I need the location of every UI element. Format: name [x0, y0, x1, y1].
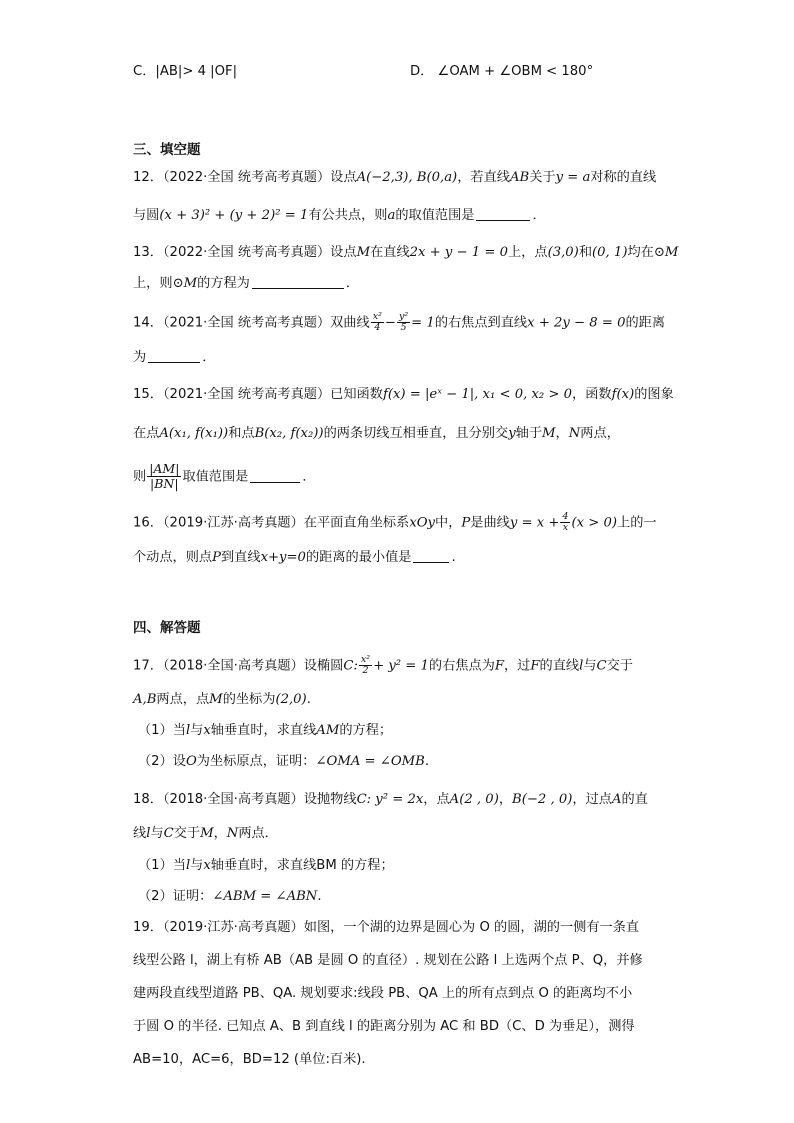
- q19-line4: 于圆 O 的半径. 已知点 A、B 到直线 l 的距离分别为 AC 和 BD（C、D 为垂足），测得: [133, 1019, 635, 1034]
- q15-answer-blank: [250, 468, 300, 483]
- q16-line1: 16．（2019·江苏·高考真题）在平面直角坐标系xOy中，P是曲线y = x + $\frac{4}{x}$ (x > 0)上的一: [133, 511, 657, 533]
- q19-line2: 线型公路 l，湖上有桥 AB（AB 是圆 O 的直径）. 规划在公路 l 上选两个点 P、Q，并修: [133, 953, 643, 968]
- q17-line2: A,B两点，点M的坐标为(2,0).: [133, 692, 311, 707]
- q15-line2: 在点A(x₁, f(x₁))和点B(x₂, f(x₂))的两条切线互相垂直，且分别交y轴于M，N两点，: [133, 426, 620, 441]
- q16-answer-blank: [413, 548, 449, 563]
- q13-answer-blank: [252, 274, 344, 289]
- q13-line1: 13．（2022·全国 统考高考真题）设点M在直线2x + y − 1 = 0上，点(3,0)和(0, 1)均在⊙M: [133, 245, 679, 260]
- q12-answer-blank: [476, 206, 530, 221]
- q18-part1: （1）当l与x轴垂直时，求直线BM 的方程；: [138, 858, 394, 873]
- q15-line1: 15．（2021·全国 统考高考真题）已知函数f(x) = |eˣ − 1|, x₁ < 0, x₂ > 0，函数f(x)的图象: [133, 387, 674, 402]
- option-c: C．|AB|> 4 |OF|: [133, 64, 238, 79]
- q14-line2: 为 ．: [133, 350, 216, 365]
- q17-part1: （1）当l与x轴垂直时，求直线AM的方程；: [138, 723, 393, 738]
- option-d: D． ∠OAM + ∠OBM < 180°: [410, 64, 594, 79]
- q14-fraction-x: $\frac{\text{x²}}{4}$: [372, 311, 382, 333]
- q17-fraction: $\frac{\text{x²}}{2}$: [360, 654, 371, 676]
- section-title-fill-in: 三、填空题: [133, 142, 201, 158]
- q13-line2: 上，则⊙M的方程为 ．: [133, 276, 360, 291]
- q17-line1: 17．（2018·全国·高考真题）设椭圆C: $\frac{\text{x²}}{2}$ + y² = 1的右焦点为F，过F的直线l与C交于: [133, 654, 633, 676]
- q14-answer-blank: [148, 348, 200, 363]
- q18-part2: （2）证明：∠ABM = ∠ABN.: [138, 889, 322, 904]
- q17-part2: （2）设O为坐标原点，证明：∠OMA = ∠OMB.: [138, 754, 430, 769]
- q14-fraction-y: $\frac{\text{y²}}{5}$: [398, 311, 409, 333]
- q16-line2: 个动点，则点P到直线x+y=0的距离的最小值是 .: [133, 550, 456, 565]
- q15-line3: 则 $\frac{|AM|}{|BN|}$ 取值范围是 ．: [133, 461, 316, 491]
- q19-line1: 19．（2019·江苏·高考真题）如图，一个湖的边界是圆心为 O 的圆，湖的一侧有一条直: [133, 920, 640, 935]
- q18-line1: 18．（2018·全国·高考真题）设抛物线C: y² = 2x，点A(2 , 0)，B(−2 , 0)，过点A的直: [133, 792, 648, 807]
- q12-line1: 12．（2022·全国 统考高考真题）设点A(−2,3), B(0,a)，若直线AB关于y = a对称的直线: [133, 170, 657, 185]
- q15-fraction-am-bn: $\frac{|AM|}{|BN|}$: [149, 461, 180, 491]
- q18-line2: 线l与C交于M，N两点．: [133, 826, 278, 841]
- section-title-solutions: 四、解答题: [133, 620, 201, 636]
- q16-fraction: $\frac{4}{x}$: [562, 511, 569, 533]
- q12-line2: 与圆(x + 3)² + (y + 2)² = 1有公共点，则a的取值范围是 ．: [133, 208, 546, 223]
- q19-line5: AB=10，AC=6，BD=12 (单位:百米).: [133, 1052, 366, 1067]
- q14-line1: 14．（2021·全国 统考高考真题）双曲线 $\frac{\text{x²}}{4}$ − $\frac{\text{y²}}{5}$ = 1的右焦点到直线x + 2y − 8 = 0的距离: [133, 311, 666, 333]
- q19-line3: 建两段直线型道路 PB、QA. 规划要求:线段 PB、QA 上的所有点到点 O 的距离均不小: [133, 986, 633, 1001]
